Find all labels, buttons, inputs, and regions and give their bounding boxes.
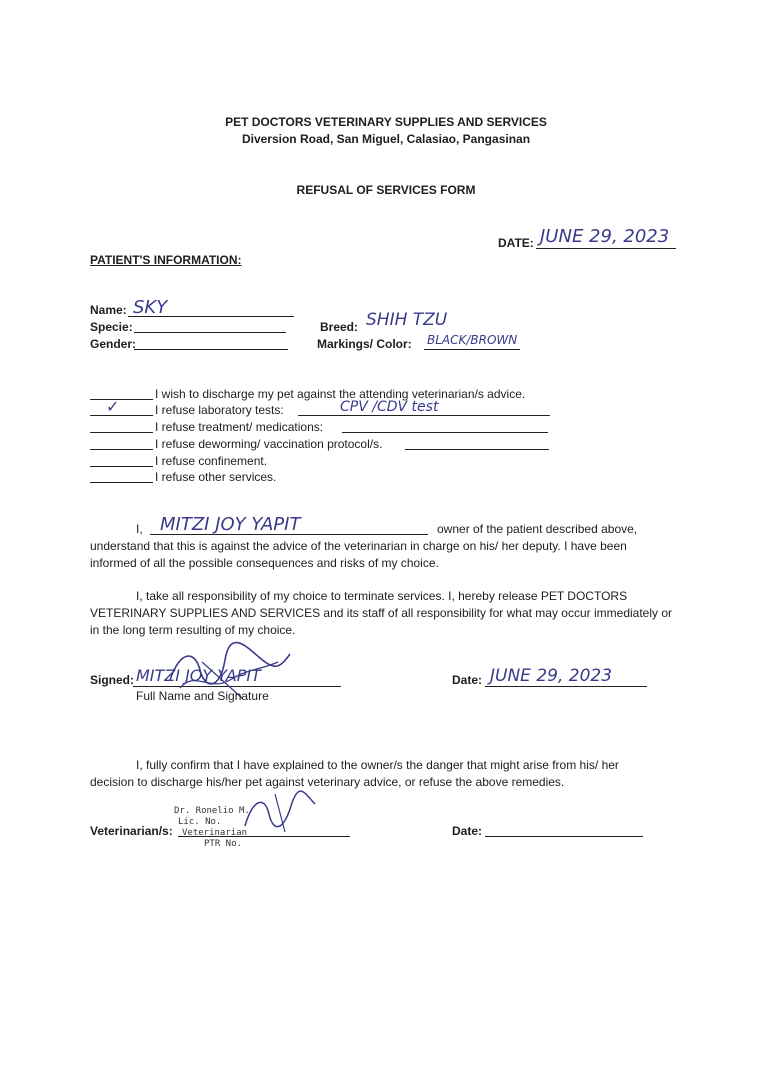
gender-label: Gender: (90, 337, 137, 351)
release-line2: VETERINARY SUPPLIES AND SERVICES and its staff of all responsibility for what may occur immediately or (90, 606, 673, 620)
patient-section-title: PATIENT'S INFORMATION: (90, 253, 242, 267)
owner-date-line (485, 686, 647, 687)
markings-line (424, 349, 520, 350)
gender-line[interactable] (134, 349, 288, 350)
vet-confirm-line1: I, fully confirm that I have explained to the owner/s the danger that might arise from his/ her (136, 758, 619, 772)
check-mark: ✓ (106, 397, 120, 416)
option-detail-line (298, 415, 550, 416)
statement-line3: informed of all the possible consequences and risks of my choice. (90, 556, 439, 570)
statement-prefix: I, (136, 522, 143, 536)
form-title: REFUSAL OF SERVICES FORM (296, 183, 476, 197)
option-detail-line[interactable] (342, 432, 548, 433)
option-text: I refuse deworming/ vaccination protocol/s. (155, 437, 383, 451)
vet-stamp-license: Lic. No. (178, 817, 222, 827)
breed-value[interactable]: SHIH TZU (366, 310, 448, 330)
option-check-line[interactable] (90, 432, 153, 433)
signature-caption: Full Name and Signature (136, 689, 269, 703)
option-text: I refuse treatment/ medications: (155, 420, 324, 434)
option-text: I refuse other services. (155, 470, 277, 484)
owner-name-value[interactable]: MITZI JOY YAPIT (160, 514, 301, 535)
option-row (90, 397, 560, 420)
release-line3: in the long term resulting of my choice. (90, 623, 296, 637)
option-detail[interactable]: CPV /CDV test (340, 399, 439, 415)
option-detail-line[interactable] (405, 449, 549, 450)
vet-stamp-title: Veterinarian (182, 828, 248, 838)
option-row (90, 454, 560, 471)
signed-name-value[interactable]: MITZI JOY YAPIT (136, 666, 261, 685)
vet-stamp-name: Dr. Ronelio M. (174, 806, 250, 816)
clinic-address: Diversion Road, San Miguel, Calasiao, Pangasinan (241, 132, 531, 146)
signed-label: Signed: (90, 673, 134, 687)
breed-label: Breed: (320, 320, 359, 334)
release-line1: I, take all responsibility of my choice to terminate services. I, hereby release PET DOCTORS (136, 589, 628, 603)
option-row (90, 470, 560, 487)
specie-label: Specie: (90, 320, 133, 334)
date-line (536, 248, 676, 249)
date-value[interactable]: JUNE 29, 2023 (540, 226, 670, 247)
specie-line[interactable] (134, 332, 286, 333)
option-text: I refuse confinement. (155, 454, 268, 468)
option-check-line[interactable] (90, 449, 153, 450)
option-row (90, 387, 560, 404)
statement-line1-rest: owner of the patient described above, (437, 522, 638, 536)
option-check-line[interactable] (90, 466, 153, 467)
vet-date-line[interactable] (485, 836, 643, 837)
veterinarian-label: Veterinarian/s: (90, 824, 173, 838)
vet-date-label: Date: (452, 824, 483, 838)
name-label: Name: (90, 303, 127, 317)
markings-value[interactable]: BLACK/BROWN (427, 333, 518, 347)
vet-confirm-line2: decision to discharge his/her pet against veterinary advice, or refuse the above remedies. (90, 775, 565, 789)
option-text: I refuse laboratory tests: (155, 403, 284, 417)
markings-label: Markings/ Color: (317, 337, 412, 351)
option-row (90, 437, 560, 454)
option-check-line[interactable] (90, 399, 153, 400)
statement-line2: understand that this is against the advice of the veterinarian in charge on his/ her deputy. I have been (90, 539, 627, 553)
date-label: DATE: (498, 236, 534, 250)
option-text: I wish to discharge my pet against the attending veterinarian/s advice. (155, 387, 526, 401)
vet-signature-scribble (235, 788, 325, 838)
option-row (90, 420, 560, 437)
name-value[interactable]: SKY (133, 297, 168, 318)
option-check-line[interactable] (90, 415, 153, 416)
owner-date-value[interactable]: JUNE 29, 2023 (490, 666, 613, 686)
owner-date-label: Date: (452, 673, 483, 687)
clinic-name: PET DOCTORS VETERINARY SUPPLIES AND SERVICES (225, 115, 547, 129)
vet-stamp-ptr: PTR No. (204, 839, 242, 849)
option-check-line[interactable] (90, 482, 153, 483)
